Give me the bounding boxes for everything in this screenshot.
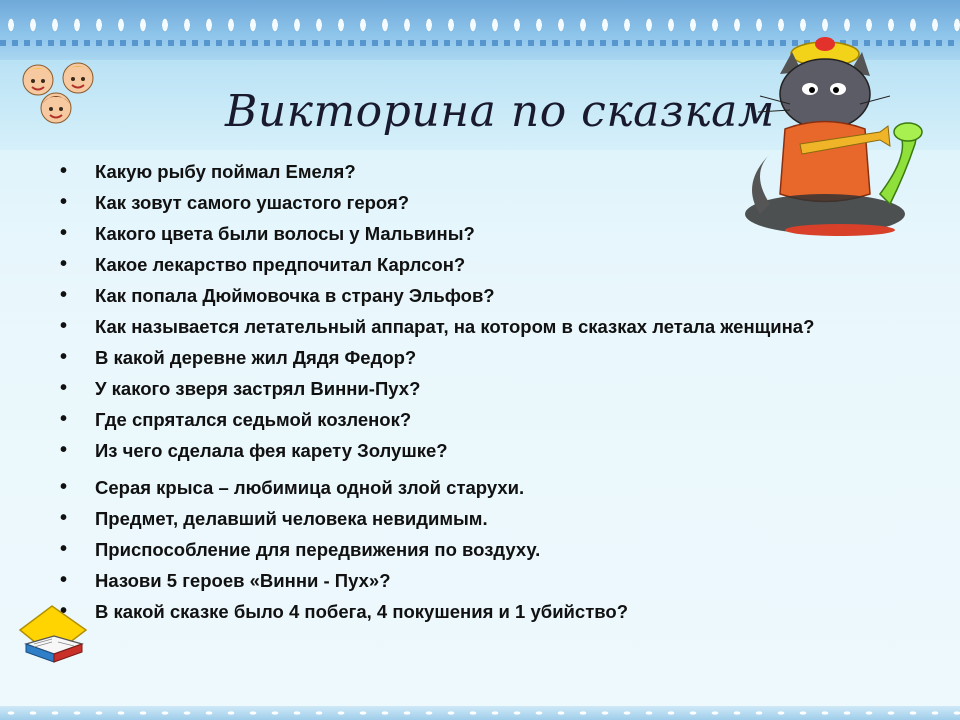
question-item: • У какого зверя застрял Винни-Пух? bbox=[60, 377, 840, 400]
children-faces-icon bbox=[16, 58, 106, 128]
question-item: • Как называется летательный аппарат, на котором в сказках летала женщина? bbox=[60, 315, 840, 338]
question-item: • Приспособление для передвижения по воздуху. bbox=[60, 538, 840, 561]
question-item: • Как зовут самого ушастого героя? bbox=[60, 191, 840, 214]
slide-title: Викторина по сказкам bbox=[225, 86, 775, 137]
question-item: • Какую рыбу поймал Емеля? bbox=[60, 160, 840, 183]
question-item: • В какой деревне жил Дядя Федор? bbox=[60, 346, 840, 369]
question-item: • Назови 5 героев «Винни - Пух»? bbox=[60, 569, 840, 592]
book-icon bbox=[12, 600, 92, 670]
question-list bbox=[60, 160, 840, 631]
question-item: • Как попала Дюймовочка в страну Эльфов? bbox=[60, 284, 840, 307]
question-item: • Какое лекарство предпочитал Карлсон? bbox=[60, 253, 840, 276]
question-item: • Где спрятался седьмой козленок? bbox=[60, 408, 840, 431]
question-item: • В какой сказке было 4 побега, 4 покушения и 1 убийство? bbox=[60, 600, 840, 623]
question-item: • Какого цвета были волосы у Мальвины? bbox=[60, 222, 840, 245]
question-item: • Из чего сделала фея карету Золушке? bbox=[60, 439, 840, 462]
footer-band bbox=[0, 706, 960, 720]
question-item: • Серая крыса – любимица одной злой старухи. bbox=[60, 476, 840, 499]
question-item: • Предмет, делавший человека невидимым. bbox=[60, 507, 840, 530]
